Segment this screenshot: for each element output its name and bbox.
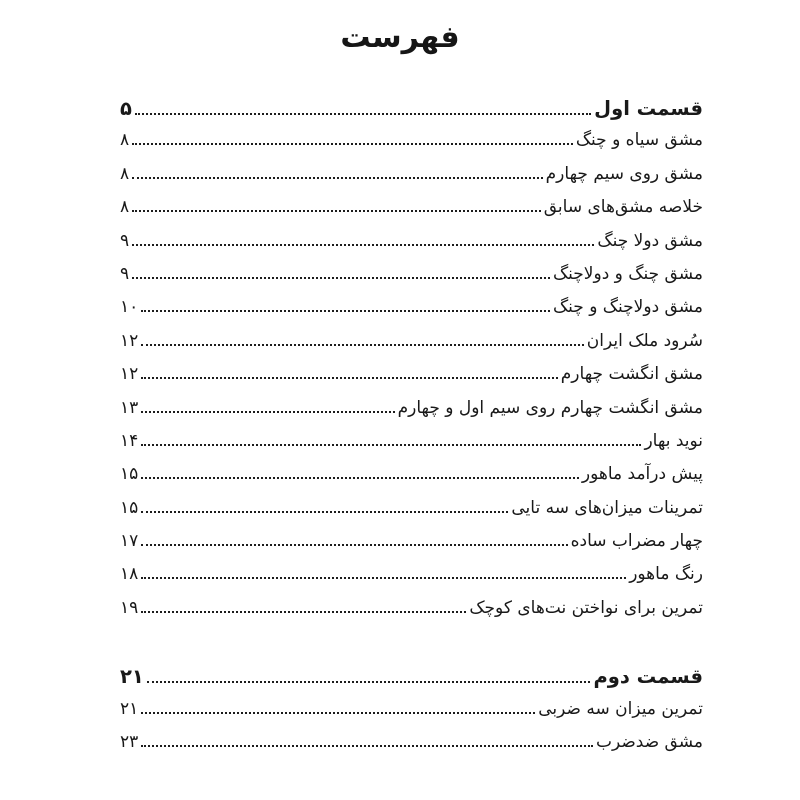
toc-entry	[120, 598, 703, 631]
dot-leader	[132, 242, 594, 246]
entry-page-number: ۲۳	[120, 732, 139, 753]
dot-leader	[141, 575, 626, 579]
dot-leader	[141, 710, 535, 714]
entry-page-number: ۱۲	[120, 364, 139, 385]
dot-leader	[141, 542, 567, 546]
entry-page-number: ۱۲	[120, 330, 139, 351]
dot-leader	[141, 743, 593, 747]
toc-entry	[120, 564, 703, 597]
entry-title: مشق دولاچنگ و چنگ	[552, 297, 703, 318]
toc-entry	[120, 498, 703, 531]
entry-page-number: ۱۸	[120, 564, 139, 585]
entry-title: نوید بهار	[644, 430, 703, 451]
entry-title: تمرین برای نواختن نت‌های کوچک	[469, 597, 703, 618]
toc	[120, 97, 703, 765]
toc-entry	[120, 531, 703, 564]
entry-title: تمرین میزان سه ضربی	[538, 698, 703, 719]
toc-entry	[120, 398, 703, 431]
toc-entry	[120, 264, 703, 297]
toc-entry	[120, 331, 703, 364]
entry-title: تمرینات میزان‌های سه تایی	[511, 497, 703, 518]
entry-page-number: ۵	[120, 97, 132, 120]
entry-title: مشق سیاه و چنگ	[575, 130, 703, 151]
entry-page-number: ۱۳	[120, 397, 139, 418]
entry-page-number: ۱۷	[120, 531, 139, 552]
dot-leader	[141, 509, 508, 513]
entry-title: رنگ ماهور	[629, 564, 703, 585]
toc-section-header	[120, 665, 703, 698]
entry-title: مشق دولا چنگ	[597, 230, 703, 251]
toc-section-header	[120, 97, 703, 130]
dot-leader	[141, 609, 466, 613]
dot-leader	[132, 141, 573, 145]
entry-title: مشق انگشت چهارم	[560, 364, 703, 385]
dot-leader	[141, 342, 584, 346]
entry-title: مشق ضدضرب	[595, 732, 703, 753]
dot-leader	[141, 308, 550, 312]
toc-section	[120, 665, 703, 765]
entry-title: قسمت دوم	[593, 665, 703, 689]
entry-title: مشق چنگ و دولاچنگ	[552, 263, 703, 284]
toc-entry	[120, 197, 703, 230]
toc-entry	[120, 464, 703, 497]
toc-entry	[120, 164, 703, 197]
dot-leader	[132, 175, 543, 179]
entry-page-number: ۱۹	[120, 597, 139, 618]
dot-leader	[132, 208, 541, 212]
dot-leader	[141, 475, 579, 479]
entry-title: مشق روی سیم چهارم	[545, 163, 703, 184]
entry-page-number: ۸	[120, 197, 130, 218]
dot-leader	[141, 442, 641, 446]
toc-entry	[120, 130, 703, 163]
entry-page-number: ۹	[120, 230, 130, 251]
entry-page-number: ۹	[120, 263, 130, 284]
dot-leader	[141, 409, 394, 413]
entry-page-number: ۱۵	[120, 497, 139, 518]
entry-title: پیش درآمد ماهور	[581, 464, 703, 485]
entry-page-number: ۸	[120, 130, 130, 151]
dot-leader	[135, 111, 591, 115]
entry-page-number: ۲۱	[120, 665, 144, 689]
page-title: فهرست	[340, 20, 460, 55]
entry-title: قسمت اول	[594, 97, 703, 120]
dot-leader	[132, 275, 550, 279]
toc-entry	[120, 231, 703, 264]
entry-title: سُرود ملک ایران	[586, 330, 703, 351]
entry-page-number: ۸	[120, 163, 130, 184]
entry-title: چهار مضراب ساده	[570, 531, 703, 552]
dot-leader	[147, 679, 591, 683]
entry-title: مشق انگشت چهارم روی سیم اول و چهارم	[397, 397, 703, 418]
entry-page-number: ۱۵	[120, 464, 139, 485]
toc-entry	[120, 732, 703, 765]
toc-entry	[120, 297, 703, 330]
entry-page-number: ۱۰	[120, 297, 139, 318]
toc-entry	[120, 431, 703, 464]
entry-title: خلاصه مشق‌های سابق	[543, 197, 703, 218]
entry-page-number: ۱۴	[120, 430, 139, 451]
toc-entry	[120, 699, 703, 732]
toc-section	[120, 97, 703, 631]
entry-page-number: ۲۱	[120, 698, 139, 719]
dot-leader	[141, 375, 558, 379]
toc-entry	[120, 364, 703, 397]
